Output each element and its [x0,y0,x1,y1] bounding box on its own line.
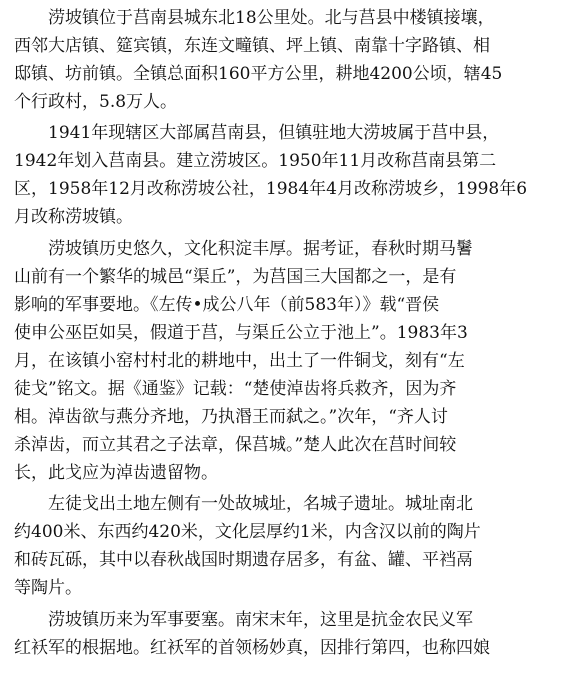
text-line: 杀淖齿，而立其君之子法章，保莒城。”楚人此次在莒时间较 [14,435,457,455]
text-line: 相。淖齿欲与燕分齐地，乃执湣王而弑之。”次年，“齐人讨 [14,407,448,427]
text-line: 和砖瓦砾，其中以春秋战国时期遗存居多，有盆、罐、平裆鬲 [14,550,473,570]
text-line: 左徒戈出土地左侧有一处故城址，名城子遗址。城址南北 [48,494,473,514]
text-line: 区，1958年12月改称涝坡公社，1984年4月改称涝坡乡，1998年6 [14,179,528,199]
text-line: 邸镇、坊前镇。全镇总面积160平方公里，耕地4200公顷，辖45 [14,64,503,84]
text-line: 1942年划入莒南县。建立涝坡区。1950年11月改称莒南县第二 [14,151,497,171]
text-line: 涝坡镇历史悠久，文化积淀丰厚。据考证，春秋时期马鬐 [48,239,473,259]
text-line: 涝坡镇历来为军事要塞。南宋末年，这里是抗金农民义军 [48,610,473,630]
text-line: 约400米、东西约420米，文化层厚约1米，内含汉以前的陶片 [14,522,481,542]
text-line: 月，在该镇小窑村村北的耕地中，出土了一件铜戈，刻有“左 [14,351,465,371]
text-line: 个行政村，5.8万人。 [14,92,178,112]
text-line: 等陶片。 [14,578,82,598]
text-line: 月改称涝坡镇。 [14,207,133,227]
text-line: 使申公巫臣如吴，假道于莒，与渠丘公立于池上”。1983年3 [14,323,468,343]
text-line: 影响的军事要地。《左传•成公八年（前583年）》载“晋侯 [14,295,440,315]
text-line: 涝坡镇位于莒南县城东北18公里处。北与莒县中楼镇接壤， [48,8,495,28]
text-line: 长，此戈应为淖齿遗留物。 [14,463,218,483]
text-line: 1941年现辖区大部属莒南县，但镇驻地大涝坡属于莒中县， [48,123,500,143]
text-line: 红袄军的根据地。红袄军的首领杨妙真，因排行第四，也称四娘 [14,638,490,658]
text-line: 徒戈”铭文。据《通鉴》记载：“楚使淖齿将兵救齐，因为齐 [14,379,457,399]
text-line: 山前有一个繁华的城邑“渠丘”，为莒国三大国都之一，是有 [14,267,457,287]
text-line: 西邻大店镇、筵宾镇，东连文疃镇、坪上镇、南靠十字路镇、相 [14,36,490,56]
